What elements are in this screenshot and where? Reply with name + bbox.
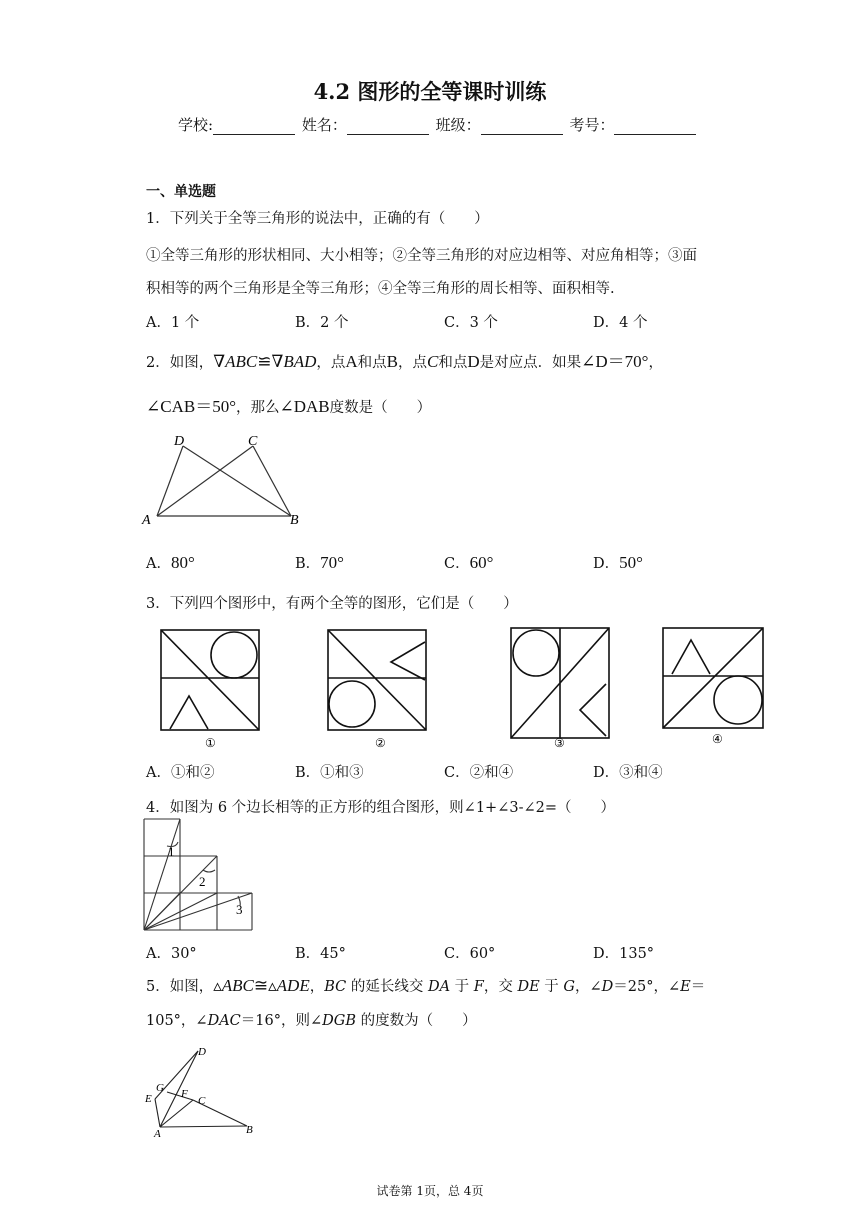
q4-label-3: 3 (236, 902, 243, 917)
q5-text: ， (309, 979, 325, 995)
q3-label-2: ② (375, 736, 386, 750)
q5-text: ，∠ (575, 979, 602, 995)
q1-option-c[interactable]: C．3 个 (444, 315, 498, 331)
q5-text: 的度数为（ ） (356, 1013, 477, 1029)
exam-number-blank (614, 120, 696, 135)
q5-g: G (563, 979, 575, 995)
q2-point-a: A (345, 352, 358, 371)
q2-text: ， (648, 355, 663, 371)
q2-angle-cab: ∠CAB＝50° (146, 397, 236, 416)
q5-f: F (473, 979, 484, 995)
q5-text: ＝16°，则∠ (240, 1013, 323, 1029)
q2-congruent-symbol: ≌ (257, 352, 272, 371)
q2-text: 是对应点．如果 (479, 355, 582, 371)
q5-text: 于 (450, 979, 474, 995)
q2-option-c-letter: C． (444, 556, 470, 572)
q5-number: 5．如图， (146, 979, 214, 995)
q5-d: D (601, 979, 614, 995)
q5-triangle-ade: ▵ADE (268, 976, 310, 995)
q5-label-b: B (246, 1124, 253, 1136)
q5-label-f: F (181, 1088, 188, 1100)
q2-option-a[interactable] (146, 552, 195, 573)
q5-label-d: D (198, 1046, 206, 1058)
exam-number-label: 考号： (569, 116, 615, 134)
q2-text: 和点 (438, 355, 468, 371)
page-footer: 试卷第 1页，总 4页 (376, 1184, 484, 1198)
q3-figure-4 (660, 626, 766, 750)
q3-option-a[interactable]: A．①和② (146, 765, 215, 781)
q2-text: ，那么 (236, 400, 280, 416)
q3-figure-2 (325, 628, 429, 752)
q5-label-e: E (145, 1093, 152, 1105)
student-info-row (178, 114, 698, 135)
q5-text: 于 (539, 979, 564, 995)
q4-label-1: 1 (168, 844, 175, 859)
q2-triangle-abc: ∇ABC (213, 352, 258, 371)
q5-e: E (680, 979, 691, 995)
q1-option-d[interactable]: D．4 个 (593, 315, 648, 331)
q2-option-c-value: 60° (469, 553, 494, 572)
page-title: 4.2 图形的全等课时训练 (313, 79, 547, 104)
q5-text: 的延长线交 (346, 979, 428, 995)
q4-option-d[interactable]: D．135° (593, 946, 655, 962)
q3-label-1: ① (205, 736, 216, 750)
q4-option-c[interactable]: C．60° (444, 946, 496, 962)
q2-option-a-value: 80° (170, 553, 195, 572)
q1-option-b[interactable]: B．2 个 (295, 315, 349, 331)
q2-label-b: B (290, 513, 299, 528)
q3-label-4: ④ (712, 732, 723, 746)
q2-option-b-value: 70° (320, 553, 344, 572)
q2-point-b: B (386, 352, 399, 371)
q5-stem-line2 (146, 1009, 477, 1030)
q4-label-2: 2 (199, 874, 206, 889)
class-label: 班级： (435, 116, 481, 134)
q2-figure (140, 430, 310, 535)
q3-option-b[interactable]: B．①和③ (295, 765, 364, 781)
q1-option-a[interactable]: A．1 个 (146, 315, 200, 331)
q5-dac: DAC (207, 1013, 241, 1029)
q1-line3: 积相等的两个三角形是全等三角形；④全等三角形的周长相等、面积相等. (146, 281, 615, 297)
q5-congruent-symbol: ≅ (253, 976, 269, 995)
q4-option-a[interactable]: A．30° (146, 946, 197, 962)
name-label: 姓名： (301, 116, 347, 134)
q5-text: ＝25°，∠ (613, 979, 681, 995)
q2-number: 2．如图， (146, 355, 214, 371)
q2-stem-line1 (146, 347, 663, 372)
q4-stem: 4．如图为 6 个边长相等的正方形的组合图形，则∠1+∠3-∠2=（ ） (146, 800, 615, 816)
class-blank (481, 120, 563, 135)
q2-label-d: D (174, 434, 185, 449)
q5-da: DA (427, 979, 451, 995)
q2-point-d: D (467, 352, 480, 371)
q5-figure (140, 1042, 265, 1142)
q1-stem: 1．下列关于全等三角形的说法中，正确的有（ ） (146, 211, 489, 227)
q3-option-d[interactable]: D．③和④ (593, 765, 663, 781)
school-blank (213, 120, 295, 135)
name-blank (347, 120, 429, 135)
section-title: 一、单选题 (146, 184, 216, 200)
q2-text: ，点 (316, 355, 346, 371)
q2-option-b-letter: B． (295, 556, 321, 572)
q5-label-a: A (154, 1128, 161, 1140)
q4-option-b[interactable]: B．45° (295, 946, 346, 962)
q5-label-g: G (156, 1082, 164, 1094)
q5-triangle-abc: ▵ABC (213, 976, 254, 995)
q2-text: 和点 (357, 355, 387, 371)
q2-option-d-letter: D． (593, 556, 620, 572)
q5-text: ，交 (483, 979, 518, 995)
q3-option-c[interactable]: C．②和④ (444, 765, 514, 781)
q2-triangle-bad: ∇BAD (271, 352, 317, 371)
q3-figure-1 (158, 628, 262, 752)
q3-stem: 3．下列四个图形中，有两个全等的图形，它们是（ ） (146, 596, 518, 612)
q3-figure-3 (508, 626, 612, 750)
q4-figure (143, 818, 255, 934)
q5-label-c: C (198, 1095, 206, 1107)
q5-bc: BC (324, 979, 347, 995)
q2-option-b[interactable] (295, 552, 344, 573)
q2-label-c: C (248, 434, 258, 449)
q5-text: 105°，∠ (146, 1013, 208, 1029)
q3-label-3: ③ (554, 736, 565, 750)
q2-label-a: A (142, 513, 151, 528)
q2-option-a-letter: A． (146, 556, 171, 572)
q5-text: ＝ (690, 979, 706, 995)
q2-text: ，点 (398, 355, 428, 371)
q2-option-c[interactable] (444, 552, 493, 573)
q2-point-c: C (427, 352, 439, 371)
q2-option-d[interactable] (593, 552, 643, 573)
q2-angle-dab: ∠DAB (279, 397, 330, 416)
q2-angle-d: ∠D＝70° (581, 352, 649, 371)
q2-option-d-value: 50° (619, 553, 643, 572)
q5-stem-line1 (146, 975, 705, 996)
q5-de: DE (517, 979, 540, 995)
school-label: 学校: (178, 116, 214, 134)
q1-line2: ①全等三角形的形状相同、大小相等；②全等三角形的对应边相等、对应角相等；③面 (146, 248, 697, 264)
q2-stem-line2 (146, 392, 431, 417)
q2-text: 度数是（ ） (329, 400, 432, 416)
q5-dgb: DGB (322, 1013, 357, 1029)
